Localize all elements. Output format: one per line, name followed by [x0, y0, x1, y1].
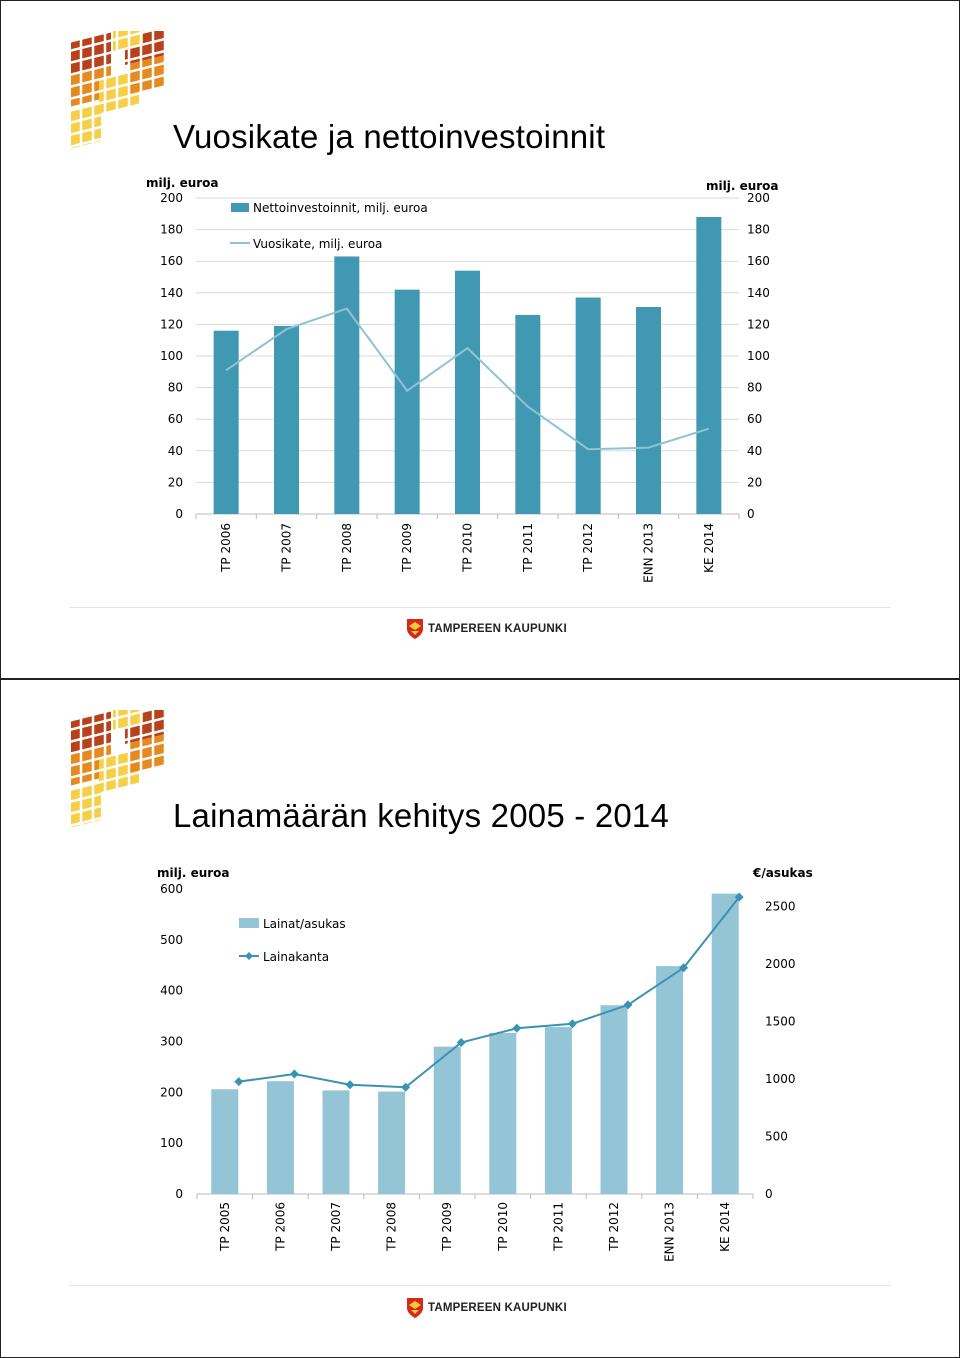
x-tick-label: ENN 2013: [662, 1202, 677, 1262]
y-tick-label-right: 140: [747, 285, 770, 300]
slide-title: Vuosikate ja nettoinvestoinnit: [173, 118, 606, 155]
x-tick-label: TP 2012: [607, 1202, 621, 1251]
y-tick-label-right: 0: [747, 507, 755, 521]
y-axis-title-left: milj. euroa: [157, 866, 230, 880]
chart-lainamaara: [1, 680, 959, 1280]
x-tick-label: TP 2010: [495, 1202, 510, 1251]
y-tick-label-left: 500: [160, 932, 183, 947]
marker-lainakanta: [234, 1077, 243, 1086]
bar-lainat-asukas: [267, 1081, 294, 1194]
x-tick-label: KE 2014: [701, 523, 716, 573]
coat-of-arms-icon: [406, 1297, 424, 1319]
x-tick-label: TP 2009: [440, 1202, 455, 1251]
bar-lainat-asukas: [489, 1033, 516, 1194]
y-tick-label-left: 0: [175, 507, 183, 521]
legend-label-bar: Nettoinvestoinnit, milj. euroa: [253, 201, 428, 215]
y-tick-label-left: 100: [160, 1136, 183, 1151]
y-tick-label-right: 180: [747, 222, 770, 237]
footer-brand-text: TAMPEREEN KAUPUNKI: [428, 1302, 567, 1314]
legend-label-line: Lainakanta: [263, 950, 330, 964]
bar-lainat-asukas: [656, 966, 683, 1194]
x-tick-label: TP 2007: [279, 523, 294, 572]
y-tick-label-left: 600: [160, 882, 183, 896]
y-tick-label-right: 160: [747, 254, 770, 269]
y-tick-label-left: 200: [160, 1085, 183, 1100]
y-tick-label-left: 200: [160, 191, 183, 205]
marker-lainakanta: [512, 1024, 521, 1033]
x-tick-label: TP 2005: [217, 1202, 232, 1251]
marker-lainakanta: [290, 1070, 299, 1079]
coat-of-arms-icon: [406, 618, 424, 640]
legend-swatch-marker: [245, 952, 253, 960]
bar-nettoinvestoinnit: [334, 256, 359, 514]
x-tick-label: KE 2014: [718, 1202, 733, 1252]
bar-lainat-asukas: [434, 1047, 461, 1194]
y-tick-label-left: 40: [167, 443, 183, 458]
slide-2: [0, 679, 960, 1358]
y-tick-label-left: 120: [160, 317, 183, 332]
marker-lainakanta: [346, 1080, 355, 1089]
bar-lainat-asukas: [378, 1092, 405, 1194]
footer-divider: [69, 607, 891, 608]
bar-lainat-asukas: [323, 1090, 350, 1194]
y-tick-label-right: 1000: [765, 1071, 796, 1086]
legend-swatch-bar: [239, 918, 259, 928]
bar-nettoinvestoinnit: [214, 331, 239, 514]
bar-nettoinvestoinnit: [274, 326, 299, 514]
y-tick-label-right: 100: [747, 349, 770, 363]
x-tick-label: TP 2007: [329, 1202, 343, 1251]
slide-title: Lainamäärän kehitys 2005 - 2014: [173, 797, 670, 834]
x-tick-label: TP 2006: [273, 1202, 288, 1251]
footer-brand: [406, 1297, 567, 1319]
y-axis-title-right: €/asukas: [753, 866, 813, 880]
bar-nettoinvestoinnit: [455, 271, 480, 514]
bar-nettoinvestoinnit: [576, 298, 601, 514]
y-tick-label-right: 2500: [765, 899, 796, 914]
footer-brand-text: TAMPEREEN KAUPUNKI: [428, 623, 567, 635]
y-tick-label-right: 500: [765, 1129, 788, 1144]
y-axis-title-right: milj. euroa: [706, 179, 779, 193]
footer-brand: [406, 618, 567, 640]
bar-lainat-asukas: [601, 1005, 628, 1194]
y-tick-label-right: 80: [747, 380, 763, 395]
legend-label-line: Vuosikate, milj. euroa: [253, 237, 383, 251]
y-tick-label-right: 120: [747, 317, 770, 332]
bar-nettoinvestoinnit: [395, 290, 420, 514]
y-tick-label-left: 160: [160, 254, 183, 269]
y-tick-label-right: 40: [747, 443, 763, 458]
x-tick-label: TP 2010: [460, 523, 475, 572]
y-tick-label-left: 300: [160, 1034, 183, 1049]
x-tick-label: ENN 2013: [641, 523, 656, 583]
x-tick-label: TP 2009: [400, 523, 415, 572]
x-tick-label: TP 2011: [551, 1202, 566, 1251]
x-tick-label: TP 2011: [520, 523, 535, 572]
footer-divider: [69, 1285, 891, 1286]
y-tick-label-left: 140: [160, 285, 183, 300]
y-tick-label-left: 400: [160, 983, 183, 998]
y-tick-label-left: 60: [167, 412, 183, 427]
chart-vuosikate: [1, 1, 959, 601]
legend-label-bar: Lainat/asukas: [263, 917, 346, 931]
bar-nettoinvestoinnit: [515, 315, 540, 514]
legend-swatch-bar: [231, 203, 249, 212]
x-tick-label: TP 2008: [384, 1202, 399, 1251]
y-tick-label-right: 2000: [765, 956, 796, 971]
bar-nettoinvestoinnit: [636, 307, 661, 514]
y-tick-label-right: 20: [747, 475, 763, 490]
y-tick-label-left: 0: [175, 1187, 183, 1201]
y-tick-label-right: 60: [747, 412, 763, 427]
y-tick-label-right: 1500: [765, 1014, 796, 1029]
y-tick-label-left: 180: [160, 222, 183, 237]
y-tick-label-left: 20: [167, 475, 183, 490]
y-axis-title-left: milj. euroa: [146, 176, 219, 190]
bar-lainat-asukas: [211, 1089, 238, 1194]
y-tick-label-left: 80: [167, 380, 183, 395]
bar-lainat-asukas: [545, 1027, 572, 1194]
bar-lainat-asukas: [712, 894, 739, 1194]
bar-nettoinvestoinnit: [696, 217, 721, 514]
x-tick-label: TP 2006: [219, 523, 234, 572]
x-tick-label: TP 2008: [339, 523, 354, 572]
marker-lainakanta: [568, 1019, 577, 1028]
y-tick-label-right: 0: [765, 1187, 773, 1201]
y-tick-label-left: 100: [160, 349, 183, 363]
x-tick-label: TP 2012: [581, 523, 596, 572]
y-tick-label-right: 200: [747, 191, 770, 205]
